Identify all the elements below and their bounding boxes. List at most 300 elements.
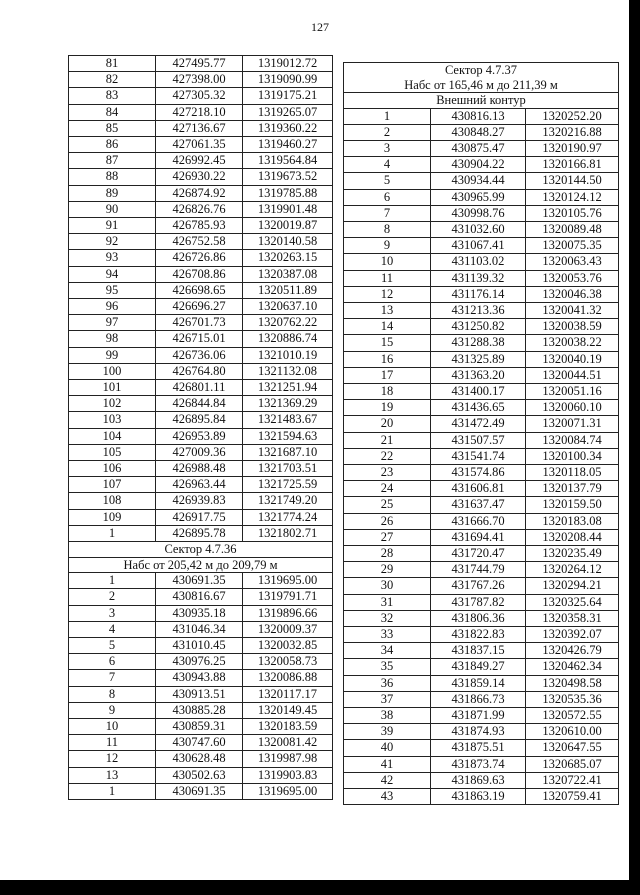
coordinate-y: 1320149.45 — [243, 702, 333, 718]
sector-subheader-row — [69, 557, 333, 573]
table-row — [69, 185, 333, 201]
coordinate-y: 1321802.71 — [243, 525, 333, 541]
point-number: 3 — [344, 140, 431, 156]
coordinate-y: 1320075.35 — [526, 238, 619, 254]
coordinate-x: 431837.15 — [431, 643, 526, 659]
coordinate-x: 431787.82 — [431, 594, 526, 610]
coordinate-x: 430502.63 — [156, 767, 243, 783]
coordinate-y: 1319987.98 — [243, 751, 333, 767]
point-number: 26 — [344, 513, 431, 529]
point-number: 23 — [344, 464, 431, 480]
table-row — [344, 221, 619, 237]
table-row — [69, 137, 333, 153]
coordinate-x: 430913.51 — [156, 686, 243, 702]
contour-label: Внешний контур — [344, 93, 619, 109]
coordinate-y: 1320159.50 — [526, 497, 619, 513]
table-row — [344, 383, 619, 399]
table-row — [69, 605, 333, 621]
coordinate-x: 430904.22 — [431, 157, 526, 173]
coordinate-y: 1320032.85 — [243, 637, 333, 653]
coordinate-x: 431694.41 — [431, 529, 526, 545]
point-number: 24 — [344, 481, 431, 497]
point-number: 96 — [69, 299, 156, 315]
coordinate-x: 431875.51 — [431, 740, 526, 756]
coordinate-y: 1319673.52 — [243, 169, 333, 185]
coordinate-x: 427061.35 — [156, 137, 243, 153]
coordinate-x: 431400.17 — [431, 383, 526, 399]
table-row — [69, 702, 333, 718]
point-number: 11 — [344, 270, 431, 286]
coordinate-x: 426696.27 — [156, 299, 243, 315]
coordinate-x: 431472.49 — [431, 416, 526, 432]
table-row — [69, 104, 333, 120]
coordinate-x: 431067.41 — [431, 238, 526, 254]
coordinate-y: 1319175.21 — [243, 88, 333, 104]
coordinate-x: 431849.27 — [431, 659, 526, 675]
coordinate-y: 1320208.44 — [526, 529, 619, 545]
point-number: 13 — [344, 302, 431, 318]
table-row — [69, 767, 333, 783]
coordinate-y: 1320009.37 — [243, 621, 333, 637]
point-number: 93 — [69, 250, 156, 266]
coordinate-x: 431863.19 — [431, 789, 526, 805]
point-number: 108 — [69, 493, 156, 509]
coordinate-y: 1320117.17 — [243, 686, 333, 702]
point-number: 104 — [69, 428, 156, 444]
coordinate-y: 1320759.41 — [526, 789, 619, 805]
table-row — [344, 772, 619, 788]
table-row — [69, 444, 333, 460]
coordinates-table-right — [343, 62, 619, 805]
coordinate-y: 1320038.59 — [526, 319, 619, 335]
point-number: 90 — [69, 201, 156, 217]
page-number: 127 — [311, 20, 329, 34]
point-number: 98 — [69, 331, 156, 347]
table-row — [69, 282, 333, 298]
table-row — [69, 380, 333, 396]
point-number: 25 — [344, 497, 431, 513]
coordinate-y: 1319090.99 — [243, 72, 333, 88]
coordinate-x: 430885.28 — [156, 702, 243, 718]
point-number: 109 — [69, 509, 156, 525]
coordinate-x: 431873.74 — [431, 756, 526, 772]
coordinate-x: 426895.84 — [156, 412, 243, 428]
coordinate-x: 426698.65 — [156, 282, 243, 298]
coordinate-y: 1320183.08 — [526, 513, 619, 529]
point-number: 13 — [69, 767, 156, 783]
coordinate-x: 430935.18 — [156, 605, 243, 621]
point-number: 92 — [69, 234, 156, 250]
coordinate-y: 1320140.58 — [243, 234, 333, 250]
coordinate-y: 1321132.08 — [243, 363, 333, 379]
table-row — [69, 621, 333, 637]
point-number: 84 — [69, 104, 156, 120]
point-number: 14 — [344, 319, 431, 335]
coordinate-y: 1320572.55 — [526, 708, 619, 724]
table-row — [344, 724, 619, 740]
coordinate-y: 1320084.74 — [526, 432, 619, 448]
coordinate-y: 1320044.51 — [526, 367, 619, 383]
coordinate-y: 1320071.31 — [526, 416, 619, 432]
coordinate-y: 1320053.76 — [526, 270, 619, 286]
coordinate-x: 427009.36 — [156, 444, 243, 460]
coordinate-y: 1320263.15 — [243, 250, 333, 266]
point-number: 38 — [344, 708, 431, 724]
point-number: 20 — [344, 416, 431, 432]
table-row — [344, 675, 619, 691]
coordinate-y: 1320063.43 — [526, 254, 619, 270]
coordinate-x: 431869.63 — [431, 772, 526, 788]
table-row — [69, 347, 333, 363]
coordinate-x: 431250.82 — [431, 319, 526, 335]
table-row — [69, 169, 333, 185]
point-number: 39 — [344, 724, 431, 740]
coordinate-x: 430816.67 — [156, 589, 243, 605]
coordinate-x: 426726.86 — [156, 250, 243, 266]
point-number: 88 — [69, 169, 156, 185]
coordinate-y: 1319896.66 — [243, 605, 333, 621]
coordinate-y: 1321369.29 — [243, 396, 333, 412]
coordinate-y: 1320462.34 — [526, 659, 619, 675]
table-row — [69, 589, 333, 605]
coordinate-x: 426708.86 — [156, 266, 243, 282]
coordinate-y: 1319695.00 — [243, 783, 333, 799]
coordinate-y: 1321687.10 — [243, 444, 333, 460]
coordinate-x: 431874.93 — [431, 724, 526, 740]
coordinate-x: 426801.11 — [156, 380, 243, 396]
coordinate-x: 431507.57 — [431, 432, 526, 448]
coordinate-x: 430976.25 — [156, 654, 243, 670]
table-row — [344, 497, 619, 513]
coordinate-y: 1319903.83 — [243, 767, 333, 783]
sector-title: Сектор 4.7.36 — [69, 542, 333, 558]
coordinate-x: 430875.47 — [431, 140, 526, 156]
coordinate-y: 1319791.71 — [243, 589, 333, 605]
table-row — [69, 654, 333, 670]
table-row — [69, 783, 333, 799]
table-row — [69, 718, 333, 734]
point-number: 105 — [69, 444, 156, 460]
point-number: 4 — [344, 157, 431, 173]
point-number: 9 — [344, 238, 431, 254]
table-row — [344, 108, 619, 124]
table-row — [69, 72, 333, 88]
coordinate-x: 426701.73 — [156, 315, 243, 331]
coordinate-y: 1321749.20 — [243, 493, 333, 509]
table-row — [69, 461, 333, 477]
point-number: 19 — [344, 400, 431, 416]
coordinate-x: 427305.32 — [156, 88, 243, 104]
table-row — [344, 708, 619, 724]
point-number: 34 — [344, 643, 431, 659]
coordinate-y: 1319564.84 — [243, 153, 333, 169]
point-number: 83 — [69, 88, 156, 104]
coordinate-y: 1320637.10 — [243, 299, 333, 315]
coordinate-y: 1319460.27 — [243, 137, 333, 153]
point-number: 6 — [69, 654, 156, 670]
table-row — [344, 610, 619, 626]
sector-subtitle: Набс от 205,42 м до 209,79 м — [69, 557, 333, 573]
coordinate-y: 1320124.12 — [526, 189, 619, 205]
table-row — [344, 270, 619, 286]
point-number: 9 — [69, 702, 156, 718]
table-row — [344, 594, 619, 610]
coordinate-y: 1320089.48 — [526, 221, 619, 237]
coordinate-x: 426826.76 — [156, 201, 243, 217]
table-row — [344, 400, 619, 416]
coordinate-y: 1320762.22 — [243, 315, 333, 331]
coordinate-y: 1320183.59 — [243, 718, 333, 734]
coordinate-y: 1320358.31 — [526, 610, 619, 626]
table-row — [344, 740, 619, 756]
coordinate-y: 1320685.07 — [526, 756, 619, 772]
coordinate-x: 426764.80 — [156, 363, 243, 379]
sector-subtitle: Набс от 165,46 м до 211,39 м — [344, 78, 619, 93]
coordinate-x: 431363.20 — [431, 367, 526, 383]
coordinate-x: 426917.75 — [156, 509, 243, 525]
table-row — [69, 670, 333, 686]
point-number: 106 — [69, 461, 156, 477]
point-number: 7 — [344, 205, 431, 221]
coordinate-y: 1320038.22 — [526, 335, 619, 351]
coordinate-x: 426930.22 — [156, 169, 243, 185]
coordinate-x: 431806.36 — [431, 610, 526, 626]
coordinate-x: 431436.65 — [431, 400, 526, 416]
coordinate-x: 426844.84 — [156, 396, 243, 412]
coordinates-table-left — [68, 55, 333, 800]
point-number: 42 — [344, 772, 431, 788]
coordinate-x: 430943.88 — [156, 670, 243, 686]
coordinate-y: 1320051.16 — [526, 383, 619, 399]
table-row — [69, 363, 333, 379]
table-row — [69, 153, 333, 169]
coordinate-y: 1320325.64 — [526, 594, 619, 610]
coordinate-x: 431822.83 — [431, 627, 526, 643]
coordinate-y: 1321703.51 — [243, 461, 333, 477]
coordinate-y: 1320511.89 — [243, 282, 333, 298]
coordinate-x: 426736.06 — [156, 347, 243, 363]
coordinate-x: 431139.32 — [431, 270, 526, 286]
coordinate-x: 431541.74 — [431, 448, 526, 464]
coordinate-y: 1320041.32 — [526, 302, 619, 318]
table-row — [69, 315, 333, 331]
point-number: 12 — [344, 286, 431, 302]
coordinate-y: 1320387.08 — [243, 266, 333, 282]
table-row — [69, 396, 333, 412]
coordinate-x: 431767.26 — [431, 578, 526, 594]
table-row — [344, 578, 619, 594]
point-number: 7 — [69, 670, 156, 686]
coordinate-x: 431637.47 — [431, 497, 526, 513]
coordinate-y: 1321774.24 — [243, 509, 333, 525]
table-row — [344, 140, 619, 156]
table-row — [344, 367, 619, 383]
table-row — [69, 250, 333, 266]
table-row — [344, 481, 619, 497]
point-number: 41 — [344, 756, 431, 772]
point-number: 2 — [69, 589, 156, 605]
coordinate-y: 1319785.88 — [243, 185, 333, 201]
coordinate-x: 431859.14 — [431, 675, 526, 691]
table-row — [69, 573, 333, 589]
table-row — [69, 637, 333, 653]
table-row — [69, 509, 333, 525]
coordinate-y: 1320610.00 — [526, 724, 619, 740]
scan-edge-bottom — [0, 880, 640, 895]
point-number: 95 — [69, 282, 156, 298]
coordinate-x: 430691.35 — [156, 573, 243, 589]
coordinate-y: 1321010.19 — [243, 347, 333, 363]
point-number: 1 — [344, 108, 431, 124]
table-row — [69, 266, 333, 282]
table-row — [344, 529, 619, 545]
coordinate-y: 1320392.07 — [526, 627, 619, 643]
coordinate-x: 427495.77 — [156, 56, 243, 72]
coordinate-y: 1320190.97 — [526, 140, 619, 156]
table-row — [69, 299, 333, 315]
table-row — [344, 464, 619, 480]
table-row — [344, 335, 619, 351]
table-row — [344, 513, 619, 529]
point-number: 86 — [69, 137, 156, 153]
coordinate-y: 1320294.21 — [526, 578, 619, 594]
coordinate-y: 1320252.20 — [526, 108, 619, 124]
point-number: 100 — [69, 363, 156, 379]
coordinate-y: 1320046.38 — [526, 286, 619, 302]
point-number: 17 — [344, 367, 431, 383]
table-row — [344, 124, 619, 140]
coordinate-x: 430628.48 — [156, 751, 243, 767]
coordinate-x: 430691.35 — [156, 783, 243, 799]
table-row — [344, 659, 619, 675]
coordinate-x: 431871.99 — [431, 708, 526, 724]
point-number: 5 — [69, 637, 156, 653]
point-number: 2 — [344, 124, 431, 140]
coordinate-y: 1320058.73 — [243, 654, 333, 670]
coordinate-x: 426752.58 — [156, 234, 243, 250]
coordinate-y: 1319265.07 — [243, 104, 333, 120]
point-number: 12 — [69, 751, 156, 767]
point-number: 35 — [344, 659, 431, 675]
coordinate-y: 1320081.42 — [243, 735, 333, 751]
coordinate-x: 431032.60 — [431, 221, 526, 237]
sector-header-row — [344, 63, 619, 78]
table-row — [69, 686, 333, 702]
table-row — [344, 173, 619, 189]
point-number: 22 — [344, 448, 431, 464]
point-number: 29 — [344, 562, 431, 578]
table-row — [69, 525, 333, 541]
table-row — [344, 286, 619, 302]
coordinate-x: 431666.70 — [431, 513, 526, 529]
contour-label-row — [344, 93, 619, 109]
point-number: 30 — [344, 578, 431, 594]
point-number: 10 — [344, 254, 431, 270]
coordinate-x: 426939.83 — [156, 493, 243, 509]
coordinate-x: 431866.73 — [431, 691, 526, 707]
coordinate-y: 1320426.79 — [526, 643, 619, 659]
table-row — [69, 234, 333, 250]
point-number: 36 — [344, 675, 431, 691]
coordinate-y: 1320264.12 — [526, 562, 619, 578]
coordinate-x: 430848.27 — [431, 124, 526, 140]
coordinate-y: 1320235.49 — [526, 545, 619, 561]
point-number: 1 — [69, 783, 156, 799]
point-number: 8 — [344, 221, 431, 237]
coordinate-y: 1320144.50 — [526, 173, 619, 189]
coordinate-y: 1319901.48 — [243, 201, 333, 217]
table-row — [69, 218, 333, 234]
table-row — [344, 189, 619, 205]
table-row — [69, 428, 333, 444]
point-number: 107 — [69, 477, 156, 493]
table-row — [344, 416, 619, 432]
point-number: 81 — [69, 56, 156, 72]
sector-title: Сектор 4.7.37 — [344, 63, 619, 78]
coordinate-x: 431103.02 — [431, 254, 526, 270]
point-number: 43 — [344, 789, 431, 805]
point-number: 37 — [344, 691, 431, 707]
point-number: 11 — [69, 735, 156, 751]
point-number: 32 — [344, 610, 431, 626]
coordinate-y: 1321725.59 — [243, 477, 333, 493]
point-number: 33 — [344, 627, 431, 643]
table-row — [344, 627, 619, 643]
table-row — [344, 302, 619, 318]
coordinate-x: 426874.92 — [156, 185, 243, 201]
table-row — [344, 643, 619, 659]
point-number: 18 — [344, 383, 431, 399]
point-number: 40 — [344, 740, 431, 756]
table-row — [69, 412, 333, 428]
point-number: 27 — [344, 529, 431, 545]
coordinate-y: 1320535.36 — [526, 691, 619, 707]
coordinate-y: 1319012.72 — [243, 56, 333, 72]
coordinate-x: 430998.76 — [431, 205, 526, 221]
point-number: 97 — [69, 315, 156, 331]
table-row — [344, 432, 619, 448]
coordinate-x: 430965.99 — [431, 189, 526, 205]
point-number: 101 — [69, 380, 156, 396]
table-row — [69, 751, 333, 767]
table-row — [69, 120, 333, 136]
table-row — [344, 448, 619, 464]
coordinate-y: 1320166.81 — [526, 157, 619, 173]
point-number: 31 — [344, 594, 431, 610]
table-row — [344, 545, 619, 561]
point-number: 4 — [69, 621, 156, 637]
scan-edge-right — [629, 0, 640, 895]
coordinate-y: 1320137.79 — [526, 481, 619, 497]
coordinate-y: 1320647.55 — [526, 740, 619, 756]
coordinate-x: 426785.93 — [156, 218, 243, 234]
point-number: 16 — [344, 351, 431, 367]
coordinate-y: 1320118.05 — [526, 464, 619, 480]
point-number: 3 — [69, 605, 156, 621]
table-row — [344, 157, 619, 173]
coordinate-x: 426895.78 — [156, 525, 243, 541]
table-row — [69, 493, 333, 509]
coordinate-x: 430859.31 — [156, 718, 243, 734]
coordinate-x: 431010.45 — [156, 637, 243, 653]
table-row — [344, 691, 619, 707]
coordinate-y: 1320886.74 — [243, 331, 333, 347]
point-number: 28 — [344, 545, 431, 561]
table-row — [344, 562, 619, 578]
table-row — [344, 789, 619, 805]
coordinate-y: 1320086.88 — [243, 670, 333, 686]
coordinate-x: 431288.38 — [431, 335, 526, 351]
